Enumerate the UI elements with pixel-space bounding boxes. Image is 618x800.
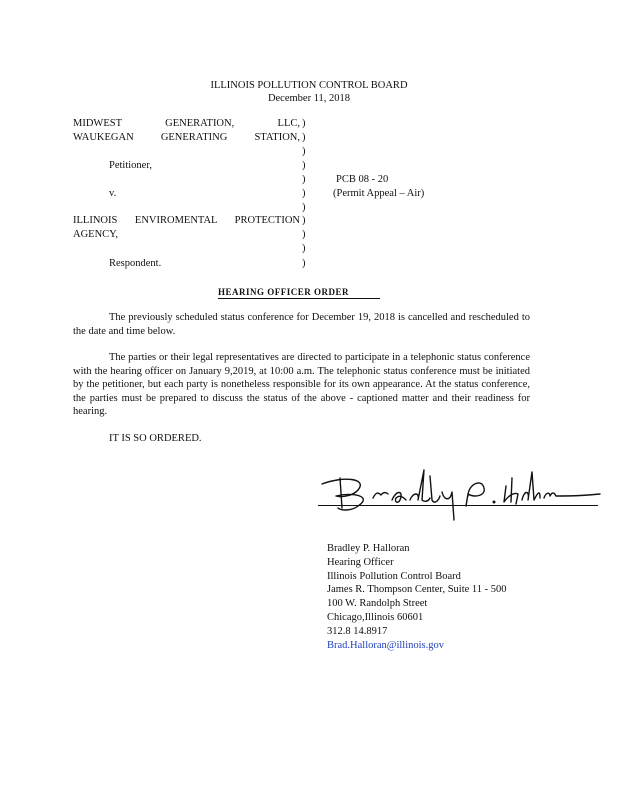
signature-image bbox=[318, 462, 603, 524]
signature-line bbox=[318, 505, 598, 506]
respondent-label: Respondent. bbox=[109, 258, 162, 269]
order-title: HEARING OFFICER ORDER bbox=[218, 287, 380, 299]
caption-paren: ) bbox=[302, 215, 306, 226]
signer-name: Bradley P. Halloran bbox=[327, 543, 410, 554]
email-link[interactable]: Brad.Halloran@illinois.gov bbox=[327, 640, 444, 651]
petitioner-name-line2: WAUKEGAN GENERATING STATION, bbox=[73, 132, 300, 143]
address-city: Chicago,Illinois 60601 bbox=[327, 612, 424, 623]
respondent-name-line2: AGENCY, bbox=[73, 229, 119, 240]
order-date: December 11, 2018 bbox=[267, 93, 351, 104]
caption-paren: ) bbox=[302, 229, 306, 240]
caption-paren: ) bbox=[302, 258, 306, 269]
paragraph-reschedule: The previously scheduled status conference for December 19, 2018 is cancelled and rescheduled to the date and time below. bbox=[73, 312, 530, 337]
caption-paren: ) bbox=[302, 118, 306, 129]
paragraph-directions: The parties or their legal representatives are directed to participate in a telephonic status conference with the hearing officer on January 9,2019, at 10:00 a.m. The telephonic status conference must be initiated by the petitioner, but each party is nonetheless responsible for its own appearance. At the status conference, the parties must be prepared to discuss the status of the above - captioned matter and their readiness for hearing. bbox=[73, 352, 530, 417]
board-name: ILLINOIS POLLUTION CONTROL BOARD bbox=[210, 80, 408, 91]
petitioner-label: Petitioner, bbox=[109, 160, 153, 171]
caption-paren: ) bbox=[302, 243, 306, 254]
phone-number: 312.8 14.8917 bbox=[327, 626, 388, 637]
signer-title: Hearing Officer bbox=[327, 557, 394, 568]
address-line1: James R. Thompson Center, Suite 11 - 500 bbox=[327, 584, 507, 595]
caption-paren: ) bbox=[302, 160, 306, 171]
petitioner-name-line1: MIDWEST GENERATION, LLC, bbox=[73, 118, 300, 129]
closing-statement: IT IS SO ORDERED. bbox=[109, 433, 202, 444]
caption-paren: ) bbox=[302, 188, 306, 199]
respondent-name-line1: ILLINOIS ENVIROMENTAL PROTECTION bbox=[73, 215, 300, 226]
case-type: (Permit Appeal – Air) bbox=[333, 188, 425, 199]
caption-paren: ) bbox=[302, 202, 306, 213]
address-line2: 100 W. Randolph Street bbox=[327, 598, 428, 609]
case-number: PCB 08 - 20 bbox=[336, 174, 389, 185]
versus-label: v. bbox=[109, 188, 117, 199]
signer-organization: Illinois Pollution Control Board bbox=[327, 571, 461, 582]
caption-paren: ) bbox=[302, 132, 306, 143]
caption-paren: ) bbox=[302, 174, 306, 185]
caption-paren: ) bbox=[302, 146, 306, 157]
